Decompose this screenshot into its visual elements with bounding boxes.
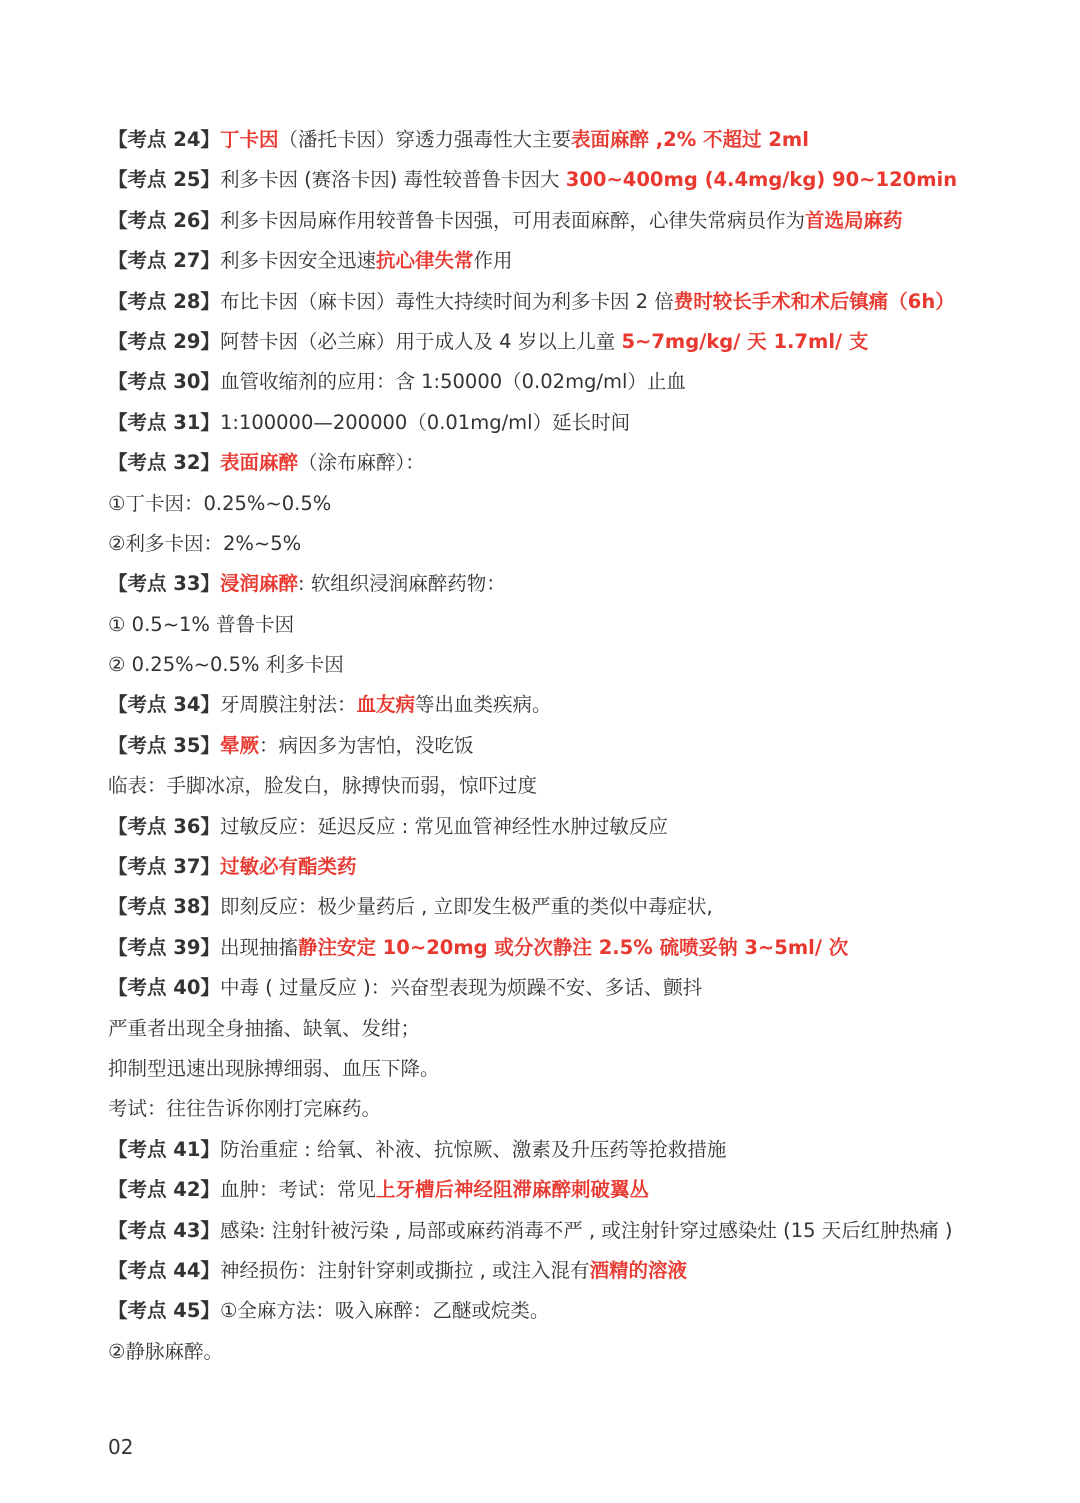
exam-point-label: 【考点 30】	[108, 370, 220, 394]
highlighted-text: 酒精的溶液	[589, 1258, 688, 1282]
note-text: ①丁卡因：0.25%~0.5%	[108, 491, 332, 515]
note-line	[108, 443, 1008, 483]
highlighted-text: 首选局麻药	[804, 208, 903, 232]
note-text: 利多卡因 (赛洛卡因) 毒性较普鲁卡因大	[219, 168, 566, 192]
note-line	[108, 1130, 1008, 1170]
note-line	[108, 1089, 1008, 1129]
note-line	[108, 1211, 1008, 1251]
highlighted-text: 费时较长手术和术后镇痛（6h）	[673, 289, 955, 313]
note-line	[108, 241, 1008, 281]
note-text: 神经损伤：注射针穿刺或撕拉 , 或注入混有	[219, 1258, 590, 1282]
note-text: 防治重症 : 给氧、补液、抗惊厥、激素及升压药等抢救措施	[219, 1137, 727, 1161]
exam-point-label: 【考点 40】	[108, 976, 220, 1000]
note-text: ：病因多为害怕，没吃饭	[258, 733, 474, 757]
note-text: 抑制型迅速出现脉搏细弱、血压下降。	[108, 1056, 440, 1080]
note-line	[108, 322, 1008, 362]
exam-point-label: 【考点 27】	[108, 249, 220, 273]
note-line	[108, 766, 1008, 806]
note-text: 1:100000—200000（0.01mg/ml）延长时间	[219, 410, 631, 434]
highlighted-text: 浸润麻醉	[219, 572, 298, 596]
exam-point-label: 【考点 26】	[108, 208, 220, 232]
note-text: 血肿：考试：常见	[219, 1178, 376, 1202]
highlighted-text: 抗心律失常	[375, 249, 474, 273]
note-text: 感染: 注射针被污染 , 局部或麻药消毒不严 , 或注射针穿过感染灶 (15 天后红肿热痛 )	[219, 1218, 953, 1242]
note-line	[108, 160, 1008, 200]
exam-point-label: 【考点 38】	[108, 895, 220, 919]
note-text: （潘托卡因）穿透力强毒性大主要	[278, 128, 571, 151]
note-line	[108, 726, 1008, 766]
page-number: 02	[108, 1435, 134, 1459]
note-line	[108, 1009, 1008, 1049]
note-line	[108, 605, 1008, 645]
note-line	[108, 362, 1008, 402]
note-line	[108, 1291, 1008, 1331]
note-line	[108, 887, 1008, 927]
note-line	[108, 968, 1008, 1008]
note-text: 牙周膜注射法：	[219, 693, 357, 717]
note-text: （涂布麻醉）：	[297, 451, 425, 475]
exam-point-label: 【考点 35】	[108, 733, 220, 757]
highlighted-text: 300~400mg (4.4mg/kg) 90~120min	[565, 168, 958, 192]
note-line	[108, 685, 1008, 725]
exam-point-label: 【考点 41】	[108, 1137, 220, 1161]
note-line	[108, 120, 1008, 160]
note-text: 中毒 ( 过量反应 )：兴奋型表现为烦躁不安、多话、颤抖	[219, 976, 703, 1000]
exam-point-label: 【考点 37】	[108, 855, 220, 879]
exam-point-label: 【考点 36】	[108, 814, 220, 838]
note-text: 过敏反应：延迟反应 : 常见血管神经性水肿过敏反应	[219, 814, 668, 838]
note-text: : 软组织浸润麻醉药物：	[297, 572, 506, 596]
exam-point-label: 【考点 34】	[108, 693, 220, 717]
note-text: 阿替卡因（必兰麻）用于成人及 4 岁以上儿童	[219, 329, 622, 353]
note-line	[108, 201, 1008, 241]
note-text: 临表：手脚冰凉，脸发白，脉搏快而弱，惊吓过度	[108, 774, 538, 798]
note-text: 严重者出现全身抽搐、缺氧、发绀；	[108, 1016, 421, 1040]
note-line	[108, 1332, 1008, 1372]
note-text: 出现抽搐	[219, 935, 298, 959]
note-text: 布比卡因（麻卡因）毒性大持续时间为利多卡因 2 倍	[219, 289, 674, 313]
highlighted-text: 晕厥	[219, 733, 259, 757]
highlighted-text: 表面麻醉 ,2% 不超过 2ml	[570, 128, 809, 151]
note-line	[108, 928, 1008, 968]
note-text: ② 0.25%~0.5% 利多卡因	[108, 653, 344, 677]
note-line	[108, 403, 1008, 443]
highlighted-text: 血友病	[356, 693, 415, 717]
note-line	[108, 1170, 1008, 1210]
highlighted-text: 丁卡因	[219, 128, 279, 151]
note-line	[108, 807, 1008, 847]
note-text: ①全麻方法：吸入麻醉：乙醚或烷类。	[219, 1299, 550, 1323]
exam-point-label: 【考点 25】	[108, 168, 220, 192]
highlighted-text: 表面麻醉	[219, 451, 298, 475]
exam-point-label: 【考点 32】	[108, 451, 220, 475]
note-line	[108, 484, 1008, 524]
note-text: ②静脉麻醉。	[108, 1339, 223, 1363]
highlighted-text: 5~7mg/kg/ 天 1.7ml/ 支	[621, 329, 869, 353]
exam-point-label: 【考点 45】	[108, 1299, 220, 1323]
highlighted-text: 静注安定 10~20mg 或分次静注 2.5% 硫喷妥钠 3~5ml/ 次	[297, 935, 849, 959]
note-line	[108, 524, 1008, 564]
exam-point-label: 【考点 43】	[108, 1218, 220, 1242]
exam-point-label: 【考点 42】	[108, 1178, 220, 1202]
note-text: 利多卡因局麻作用较普鲁卡因强，可用表面麻醉，心律失常病员作为	[219, 208, 805, 232]
note-line	[108, 564, 1008, 604]
note-line	[108, 282, 1008, 322]
note-text: ① 0.5~1% 普鲁卡因	[108, 612, 295, 636]
exam-point-label: 【考点 29】	[108, 329, 220, 353]
exam-point-label: 【考点 24】	[108, 128, 220, 151]
note-line	[108, 1251, 1008, 1291]
note-text: 等出血类疾病。	[414, 693, 552, 717]
note-text: 血管收缩剂的应用：含 1:50000（0.02mg/ml）止血	[219, 370, 686, 394]
highlighted-text: 上牙槽后神经阻滞麻醉刺破翼丛	[375, 1178, 649, 1202]
note-text: 考试：往往告诉你刚打完麻药。	[108, 1097, 382, 1121]
note-text: 利多卡因安全迅速	[219, 249, 376, 273]
note-text: 即刻反应：极少量药后 , 立即发生极严重的类似中毒症状,	[219, 895, 713, 919]
highlighted-text: 过敏必有酯类药	[219, 855, 357, 879]
study-notes-body	[108, 120, 1008, 1372]
note-line	[108, 847, 1008, 887]
note-text: ②利多卡因：2%~5%	[108, 531, 302, 555]
exam-point-label: 【考点 33】	[108, 572, 220, 596]
exam-point-label: 【考点 44】	[108, 1258, 220, 1282]
exam-point-label: 【考点 28】	[108, 289, 220, 313]
note-text: 作用	[473, 249, 513, 273]
exam-point-label: 【考点 39】	[108, 935, 220, 959]
exam-point-label: 【考点 31】	[108, 410, 220, 434]
note-line	[108, 645, 1008, 685]
note-line	[108, 1049, 1008, 1089]
